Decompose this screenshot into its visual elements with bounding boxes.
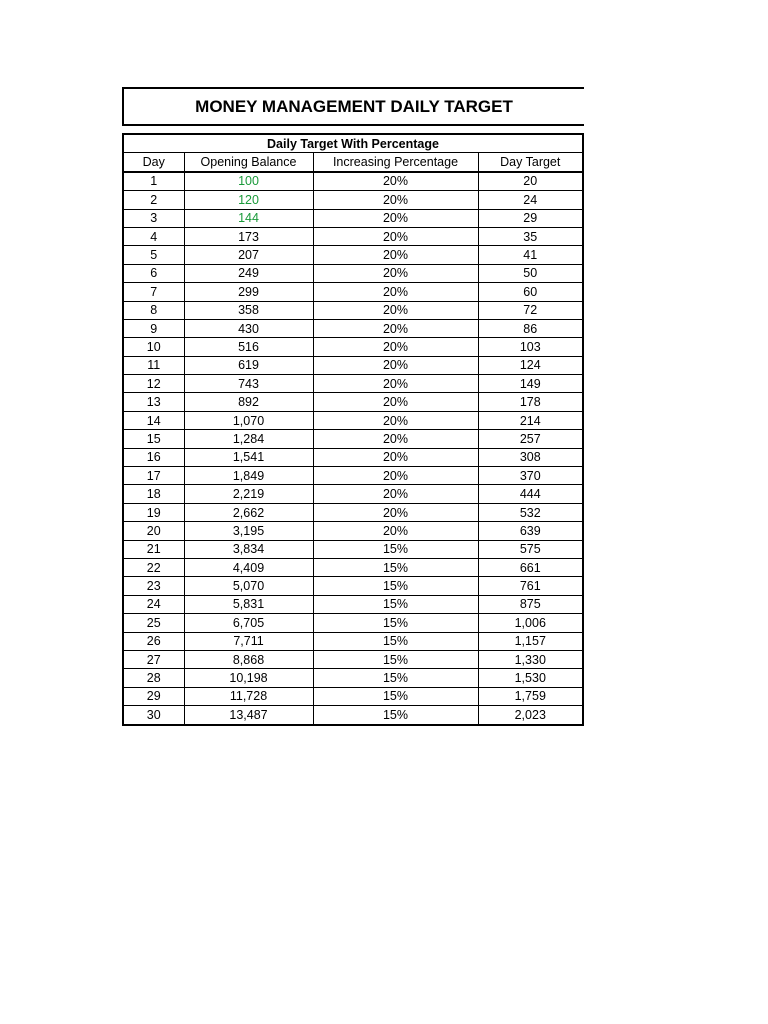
cell-day-target: 29 xyxy=(478,209,583,227)
cell-opening-balance: 100 xyxy=(184,172,313,191)
table-row xyxy=(123,650,583,668)
cell-day-target: 257 xyxy=(478,430,583,448)
cell-opening-balance: 144 xyxy=(184,209,313,227)
cell-day: 7 xyxy=(123,283,184,301)
cell-increasing-percentage: 20% xyxy=(313,264,478,282)
cell-increasing-percentage: 15% xyxy=(313,577,478,595)
cell-opening-balance: 1,849 xyxy=(184,467,313,485)
column-header-row xyxy=(123,153,583,172)
cell-day: 15 xyxy=(123,430,184,448)
cell-opening-balance: 8,868 xyxy=(184,650,313,668)
cell-opening-balance: 173 xyxy=(184,227,313,245)
table-row xyxy=(123,485,583,503)
cell-opening-balance: 743 xyxy=(184,375,313,393)
cell-day-target: 86 xyxy=(478,319,583,337)
table-row xyxy=(123,522,583,540)
cell-opening-balance: 5,831 xyxy=(184,595,313,613)
cell-increasing-percentage: 20% xyxy=(313,522,478,540)
cell-day-target: 24 xyxy=(478,191,583,209)
cell-day-target: 1,006 xyxy=(478,614,583,632)
cell-day-target: 2,023 xyxy=(478,706,583,725)
cell-opening-balance: 516 xyxy=(184,338,313,356)
cell-increasing-percentage: 20% xyxy=(313,485,478,503)
table-row xyxy=(123,338,583,356)
cell-increasing-percentage: 15% xyxy=(313,706,478,725)
cell-day: 2 xyxy=(123,191,184,209)
cell-day-target: 149 xyxy=(478,375,583,393)
table-row xyxy=(123,687,583,705)
cell-day: 29 xyxy=(123,687,184,705)
cell-opening-balance: 249 xyxy=(184,264,313,282)
cell-increasing-percentage: 20% xyxy=(313,503,478,521)
cell-opening-balance: 619 xyxy=(184,356,313,374)
table-body xyxy=(123,172,583,725)
cell-day-target: 35 xyxy=(478,227,583,245)
cell-increasing-percentage: 20% xyxy=(313,301,478,319)
table-row xyxy=(123,706,583,725)
cell-day-target: 50 xyxy=(478,264,583,282)
cell-opening-balance: 11,728 xyxy=(184,687,313,705)
column-header-day-target: Day Target xyxy=(478,153,583,172)
cell-day: 10 xyxy=(123,338,184,356)
cell-day-target: 575 xyxy=(478,540,583,558)
cell-opening-balance: 358 xyxy=(184,301,313,319)
cell-day: 20 xyxy=(123,522,184,540)
cell-increasing-percentage: 20% xyxy=(313,448,478,466)
cell-increasing-percentage: 20% xyxy=(313,375,478,393)
cell-increasing-percentage: 15% xyxy=(313,595,478,613)
table-row xyxy=(123,595,583,613)
table-row xyxy=(123,467,583,485)
cell-increasing-percentage: 20% xyxy=(313,338,478,356)
cell-opening-balance: 299 xyxy=(184,283,313,301)
table-row xyxy=(123,411,583,429)
cell-day: 14 xyxy=(123,411,184,429)
cell-day: 6 xyxy=(123,264,184,282)
column-header-day: Day xyxy=(123,153,184,172)
cell-day: 1 xyxy=(123,172,184,191)
cell-day-target: 308 xyxy=(478,448,583,466)
cell-opening-balance: 207 xyxy=(184,246,313,264)
cell-day: 28 xyxy=(123,669,184,687)
cell-increasing-percentage: 15% xyxy=(313,540,478,558)
table-row xyxy=(123,172,583,191)
table-row xyxy=(123,632,583,650)
cell-increasing-percentage: 15% xyxy=(313,687,478,705)
cell-day: 25 xyxy=(123,614,184,632)
cell-day: 27 xyxy=(123,650,184,668)
cell-day-target: 1,530 xyxy=(478,669,583,687)
table-row xyxy=(123,375,583,393)
table-row xyxy=(123,191,583,209)
column-header-opening-balance: Opening Balance xyxy=(184,153,313,172)
cell-day: 9 xyxy=(123,319,184,337)
cell-day-target: 875 xyxy=(478,595,583,613)
cell-day-target: 72 xyxy=(478,301,583,319)
cell-increasing-percentage: 15% xyxy=(313,632,478,650)
cell-day: 22 xyxy=(123,558,184,576)
cell-day: 18 xyxy=(123,485,184,503)
cell-opening-balance: 7,711 xyxy=(184,632,313,650)
table-group-header: Daily Target With Percentage xyxy=(123,134,583,153)
cell-opening-balance: 430 xyxy=(184,319,313,337)
cell-increasing-percentage: 15% xyxy=(313,614,478,632)
cell-day: 30 xyxy=(123,706,184,725)
cell-day: 5 xyxy=(123,246,184,264)
cell-increasing-percentage: 20% xyxy=(313,430,478,448)
cell-opening-balance: 2,662 xyxy=(184,503,313,521)
table-row xyxy=(123,614,583,632)
cell-day: 19 xyxy=(123,503,184,521)
table-row xyxy=(123,577,583,595)
table-row xyxy=(123,301,583,319)
cell-opening-balance: 3,195 xyxy=(184,522,313,540)
cell-day-target: 124 xyxy=(478,356,583,374)
cell-opening-balance: 3,834 xyxy=(184,540,313,558)
cell-increasing-percentage: 20% xyxy=(313,283,478,301)
cell-increasing-percentage: 20% xyxy=(313,209,478,227)
cell-day: 11 xyxy=(123,356,184,374)
cell-increasing-percentage: 20% xyxy=(313,191,478,209)
cell-day-target: 20 xyxy=(478,172,583,191)
table-row xyxy=(123,246,583,264)
cell-day: 16 xyxy=(123,448,184,466)
cell-opening-balance: 6,705 xyxy=(184,614,313,632)
cell-opening-balance: 10,198 xyxy=(184,669,313,687)
cell-increasing-percentage: 15% xyxy=(313,558,478,576)
table-row xyxy=(123,669,583,687)
table-row xyxy=(123,430,583,448)
table-row xyxy=(123,264,583,282)
cell-day-target: 1,157 xyxy=(478,632,583,650)
target-table-container xyxy=(122,133,584,726)
cell-day-target: 761 xyxy=(478,577,583,595)
cell-day-target: 1,330 xyxy=(478,650,583,668)
cell-opening-balance: 1,284 xyxy=(184,430,313,448)
table-row xyxy=(123,283,583,301)
column-header-increasing-percentage: Increasing Percentage xyxy=(313,153,478,172)
cell-day: 26 xyxy=(123,632,184,650)
cell-increasing-percentage: 20% xyxy=(313,319,478,337)
cell-opening-balance: 1,070 xyxy=(184,411,313,429)
cell-day-target: 214 xyxy=(478,411,583,429)
table-row xyxy=(123,319,583,337)
cell-day-target: 370 xyxy=(478,467,583,485)
cell-day-target: 444 xyxy=(478,485,583,503)
cell-day: 12 xyxy=(123,375,184,393)
cell-opening-balance: 2,219 xyxy=(184,485,313,503)
cell-increasing-percentage: 20% xyxy=(313,227,478,245)
cell-day-target: 41 xyxy=(478,246,583,264)
cell-day-target: 639 xyxy=(478,522,583,540)
table-row xyxy=(123,558,583,576)
cell-day-target: 1,759 xyxy=(478,687,583,705)
table-row xyxy=(123,540,583,558)
cell-opening-balance: 13,487 xyxy=(184,706,313,725)
daily-target-table xyxy=(122,133,584,726)
cell-day: 8 xyxy=(123,301,184,319)
cell-day: 23 xyxy=(123,577,184,595)
cell-day-target: 103 xyxy=(478,338,583,356)
cell-opening-balance: 1,541 xyxy=(184,448,313,466)
cell-day: 17 xyxy=(123,467,184,485)
cell-day-target: 60 xyxy=(478,283,583,301)
cell-day: 13 xyxy=(123,393,184,411)
cell-day: 4 xyxy=(123,227,184,245)
cell-day: 3 xyxy=(123,209,184,227)
cell-opening-balance: 5,070 xyxy=(184,577,313,595)
cell-increasing-percentage: 15% xyxy=(313,669,478,687)
table-row xyxy=(123,209,583,227)
cell-day: 24 xyxy=(123,595,184,613)
cell-day: 21 xyxy=(123,540,184,558)
page-title: MONEY MANAGEMENT DAILY TARGET xyxy=(122,87,584,126)
cell-opening-balance: 120 xyxy=(184,191,313,209)
cell-increasing-percentage: 20% xyxy=(313,411,478,429)
table-row xyxy=(123,393,583,411)
cell-day-target: 661 xyxy=(478,558,583,576)
cell-day-target: 178 xyxy=(478,393,583,411)
cell-increasing-percentage: 20% xyxy=(313,172,478,191)
table-row xyxy=(123,448,583,466)
cell-opening-balance: 4,409 xyxy=(184,558,313,576)
cell-increasing-percentage: 20% xyxy=(313,246,478,264)
cell-opening-balance: 892 xyxy=(184,393,313,411)
table-row xyxy=(123,503,583,521)
cell-increasing-percentage: 20% xyxy=(313,393,478,411)
table-row xyxy=(123,356,583,374)
cell-increasing-percentage: 15% xyxy=(313,650,478,668)
cell-increasing-percentage: 20% xyxy=(313,356,478,374)
cell-day-target: 532 xyxy=(478,503,583,521)
cell-increasing-percentage: 20% xyxy=(313,467,478,485)
table-row xyxy=(123,227,583,245)
